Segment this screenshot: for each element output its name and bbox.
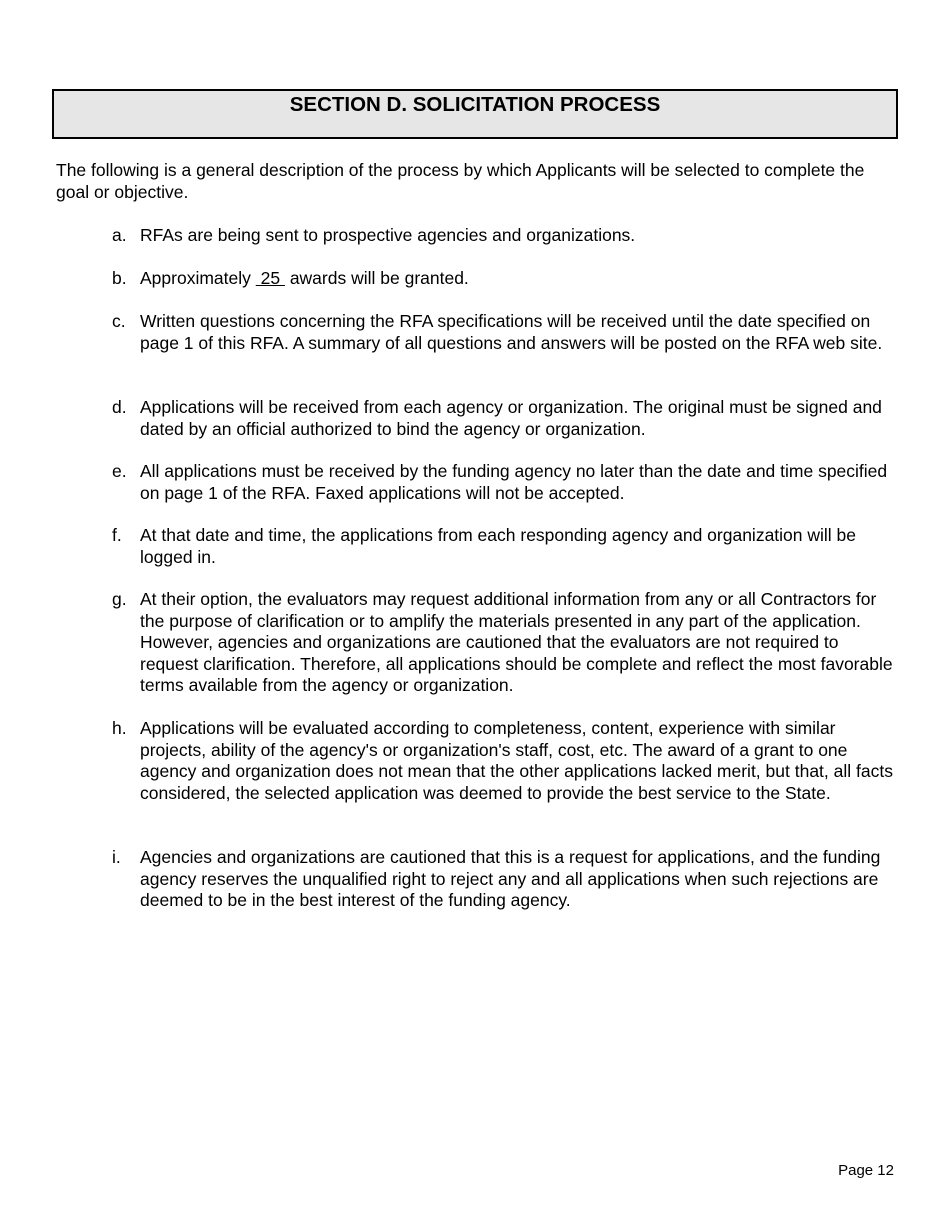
- list-item-text: [140, 268, 900, 290]
- list-marker: b.: [112, 268, 127, 288]
- list-item-text: Agencies and organizations are cautioned that this is a request for applications, and the funding agency reserves the unqualified right to reject any and all applications when such rejections are deemed to be in the best interest of the funding agency.: [140, 847, 881, 910]
- list-marker: e.: [112, 461, 127, 481]
- section-title: SECTION D. SOLICITATION PROCESS: [289, 93, 661, 116]
- list-marker: d.: [112, 397, 127, 417]
- list-item-text: Written questions concerning the RFA specifications will be received until the date specified on page 1 of this RFA. A summary of all questions and answers will be posted on the RFA web site.: [140, 311, 883, 353]
- list-item-text: At their option, the evaluators may request additional information from any or all Contractors for the purpose of clarification or to amplify the materials presented in any part of the application. However, agencies and organizations are cautioned that the evaluators are not required to request clarification. Therefore, all applications should be complete and reflect the most favorable terms available from the agency or organization.: [140, 589, 893, 695]
- list-item-text: RFAs are being sent to prospective agencies and organizations.: [140, 225, 636, 245]
- awards-text-before: Approximately: [140, 268, 256, 288]
- awards-text-after: awards will be granted.: [284, 268, 469, 288]
- list-marker: a.: [112, 225, 127, 245]
- list-marker: h.: [112, 718, 127, 738]
- list-item-text: Applications will be evaluated according to completeness, content, experience with similar projects, ability of the agency's or organization's staff, cost, etc. The award of a grant to one agency and organization does not mean that the other applications lacked merit, but that, all facts considered, the selected application was deemed to provide the best service to the State.: [140, 718, 893, 803]
- awards-count-field: 25: [255, 268, 285, 288]
- list-marker: c.: [112, 311, 126, 331]
- list-item-text: At that date and time, the applications from each responding agency and organization will be logged in.: [140, 525, 857, 567]
- list-item-text: Applications will be received from each agency or organization. The original must be signed and dated by an official authorized to bind the agency or organization.: [140, 397, 882, 439]
- section-header-box: [52, 89, 898, 139]
- page-number: Page 12: [838, 1162, 894, 1179]
- list-marker: f.: [112, 525, 122, 545]
- intro-paragraph: The following is a general description of the process by which Applicants will be selected to complete the goal or objective.: [56, 160, 865, 202]
- list-marker: i.: [112, 847, 121, 867]
- list-item-text: All applications must be received by the funding agency no later than the date and time specified on page 1 of the RFA. Faxed applications will not be accepted.: [140, 461, 888, 503]
- list-marker: g.: [112, 589, 127, 609]
